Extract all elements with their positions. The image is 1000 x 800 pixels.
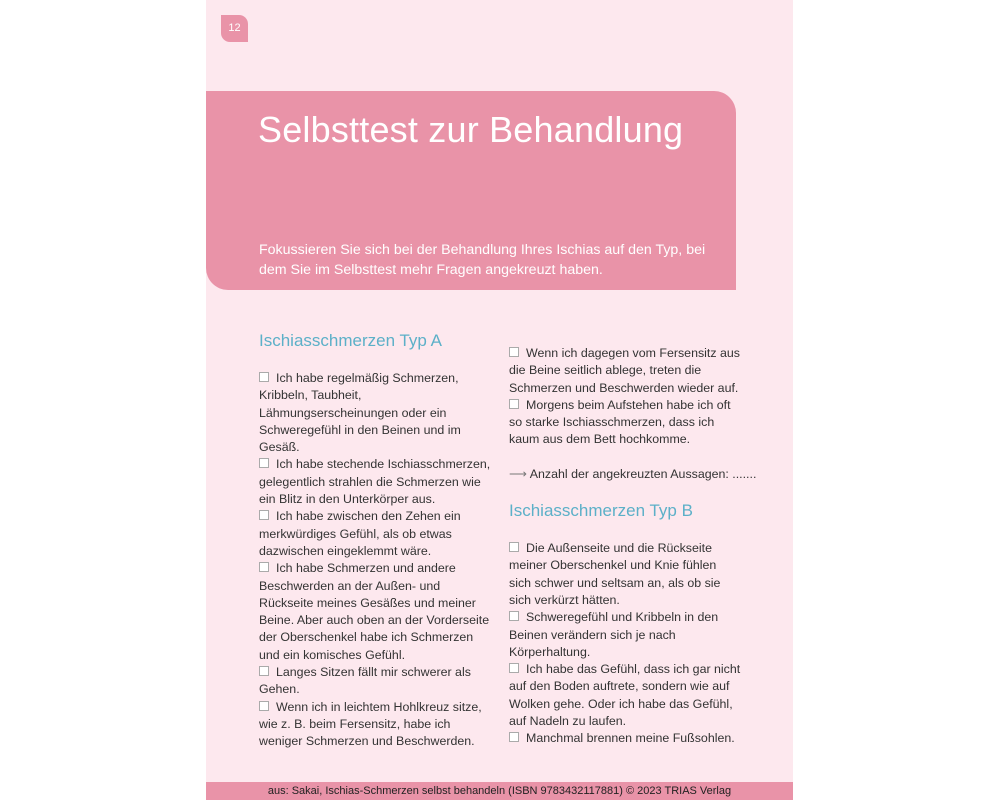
checkbox[interactable] (259, 701, 269, 711)
column-left (259, 330, 491, 751)
section-heading-type-a: Ischiasschmerzen Typ A (259, 331, 442, 350)
checklist-item: Wenn ich dagegen vom Fersensitz aus die Beine seitlich ablege, treten die Schmerzen und Beschwerden wieder auf. (509, 346, 740, 395)
checkbox[interactable] (509, 611, 519, 621)
checkbox[interactable] (259, 562, 269, 572)
checkbox[interactable] (509, 347, 519, 357)
checklist-item: Langes Sitzen fällt mir schwerer als Gehen. (259, 665, 471, 697)
footer-corner (206, 760, 236, 782)
checklist-item: Schweregefühl und Kribbeln in den Beinen verändern sich je nach Körperhaltung. (509, 610, 719, 659)
checklist-item: Ich habe zwischen den Zehen ein merkwürdiges Gefühl, als ob etwas dazwischen eingeklemmt wäre. (259, 509, 461, 558)
book-page (206, 0, 793, 800)
arrow-right-icon: ⟶ (509, 466, 527, 481)
checklist-item: Ich habe das Gefühl, dass ich gar nicht auf den Boden auftrete, sondern wie auf Wolken gehe. Oder ich habe das Gefühl, auf Nadeln zu laufen. (509, 662, 741, 729)
count-line-type-a: ⟶ Anzahl der angekreuzten Aussagen: ....... (509, 466, 757, 481)
column-right (509, 345, 757, 748)
section-heading-type-b: Ischiasschmerzen Typ B (509, 501, 693, 521)
checklist-item: Manchmal brennen meine Fußsohlen. (509, 730, 741, 747)
checkbox[interactable] (259, 666, 269, 676)
checklist-item: Morgens beim Aufstehen habe ich oft so starke Ischiasschmerzen, dass ich kaum aus dem Bett hochkomme. (509, 397, 731, 447)
checklist-item: Ich habe Schmerzen und andere Beschwerden an der Außen- und Rückseite meines Gesäßes und meiner Beine. Aber auch oben an der Vorderseite der Oberschenkel habe ich Schmerzen und ein komisches Gefühl. (259, 561, 490, 662)
page-number-badge: 12 (221, 15, 248, 42)
checklist-item: Ich habe regelmäßig Schmerzen, Kribbeln, Taubheit, Lähmungserscheinungen oder ein Schweregefühl in den Beinen und im Gesäß. (259, 371, 461, 455)
checkbox[interactable] (509, 663, 519, 673)
page-title: Selbsttest zur Behandlung (258, 109, 684, 150)
checklist-item: Ich habe stechende Ischiasschmerzen, gelegentlich strahlen die Schmerzen wie ein Blitz in den Unterkörper aus. (259, 457, 491, 507)
checklist-item: Die Außenseite und die Rückseite meiner Oberschenkel und Knie fühlen sich schwer und seltsam an, als ob sie sich verkürzt hätten. (509, 541, 721, 607)
checkbox[interactable] (509, 732, 519, 742)
checkbox[interactable] (509, 542, 519, 552)
checkbox[interactable] (259, 372, 269, 382)
checkbox[interactable] (509, 399, 519, 409)
checklist-item: Wenn ich in leichtem Hohlkreuz sitze, wie z. B. beim Fersensitz, habe ich weniger Schmerzen und Beschwerden. (259, 699, 482, 749)
source-citation: aus: Sakai, Ischias-Schmerzen selbst behandeln (ISBN 9783432117881) © 2023 TRIAS Verlag (267, 785, 732, 797)
title-banner (206, 91, 736, 290)
intro-text: Fokussieren Sie sich bei der Behandlung Ihres Ischias auf den Typ, bei dem Sie im Selbsttest mehr Fragen angekreuzt haben. (259, 242, 706, 278)
checkbox[interactable] (259, 458, 269, 468)
checkbox[interactable] (259, 510, 269, 520)
